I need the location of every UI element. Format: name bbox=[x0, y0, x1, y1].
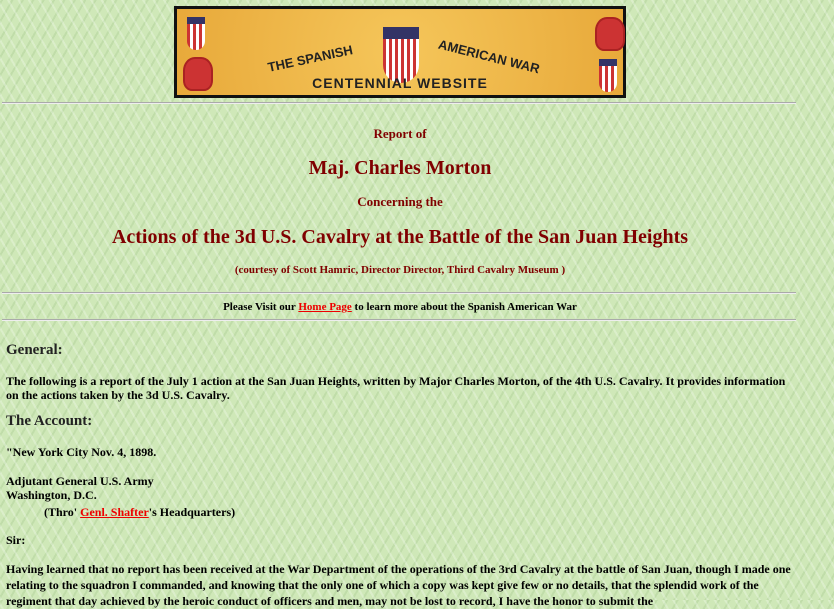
divider bbox=[2, 292, 796, 294]
site-banner bbox=[174, 6, 626, 98]
page-title: Actions of the 3d U.S. Cavalry at the Battle of the San Juan Heights bbox=[111, 226, 689, 248]
letter-body: Having learned that no report has been received at the War Department of the operations of the 3rd Cavalry at the battle of San Juan, though I made one relating to the squadron I commanded, and knowing that the only one of which a copy was kept give few or no details, that the splendid work of the regiment that day achieved by the heroic conduct of officers and men, may not be lost to record, I have the honor to submit the bbox=[6, 562, 791, 608]
banner-text: AMERICAN WAR bbox=[436, 36, 542, 77]
report-of: Report of bbox=[373, 126, 427, 141]
shafter-link[interactable]: Genl. Shafter bbox=[80, 505, 149, 519]
section-heading: The Account: bbox=[6, 413, 93, 429]
banner-text: CENTENNIAL WEBSITE bbox=[312, 75, 488, 91]
salutation: Sir: bbox=[6, 533, 26, 547]
thro-line: (Thro' Genl. Shafter's Headquarters) bbox=[44, 505, 236, 519]
divider bbox=[2, 102, 796, 104]
dateline: "New York City Nov. 4, 1898. bbox=[6, 445, 157, 459]
address-line: Adjutant General U.S. Army bbox=[6, 474, 154, 488]
visit-line: Please Visit our Home Page to learn more about the Spanish American War bbox=[223, 301, 577, 313]
section-heading: General: bbox=[6, 342, 63, 358]
courtesy: (courtesy of Scott Hamric, Director Director, Third Cavalry Museum ) bbox=[234, 264, 566, 276]
divider bbox=[2, 319, 796, 321]
spanish-crest-icon bbox=[595, 17, 625, 51]
home-page-link[interactable]: Home Page bbox=[298, 301, 352, 313]
concerning: Concerning the bbox=[357, 194, 443, 209]
author-name: Maj. Charles Morton bbox=[308, 157, 492, 179]
address-line: Washington, D.C. bbox=[6, 488, 97, 502]
us-shield-icon bbox=[187, 17, 205, 50]
general-text: The following is a report of the July 1 action at the San Juan Heights, written by Major Charles Morton, of the 4th U.S. Cavalry. It provides information on the actions taken by the 3d U.S. Cavalry. bbox=[6, 374, 786, 402]
banner-text: THE SPANISH bbox=[266, 42, 355, 75]
